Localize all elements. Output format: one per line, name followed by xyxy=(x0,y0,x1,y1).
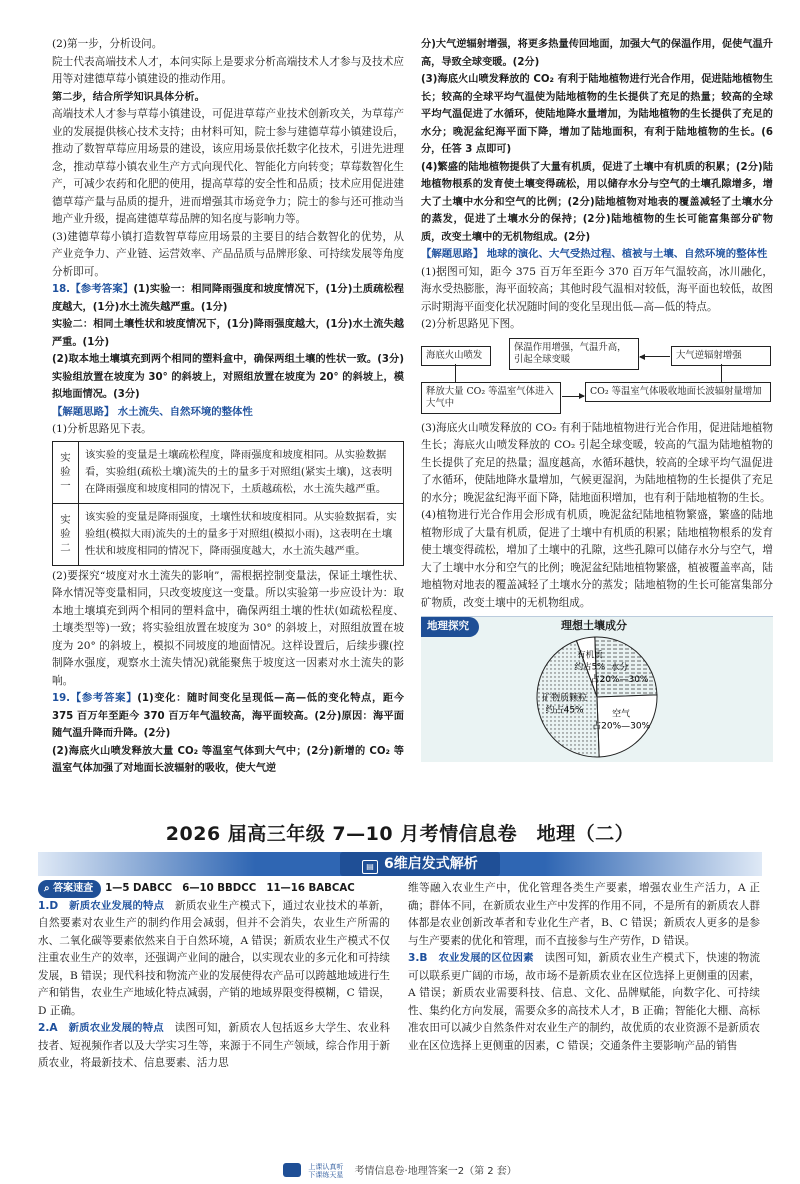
q19-think-2: (2)分析思路见下图。 xyxy=(421,318,521,330)
flow-box-volcano: 海底火山喷发 xyxy=(421,346,491,366)
quick-answers xyxy=(38,880,390,898)
q18-answer-tag: 【参考答案】 xyxy=(70,283,134,295)
flow-arrow xyxy=(562,396,584,397)
q19-answer-1: (1)变化：随时间变化呈现低—高—低的变化特点，距今 375 百万年至距今 370 百万年气温较高，海平面较高。(2分)原因：海平面随气温升降而升降。(2分) xyxy=(52,693,404,739)
left-column xyxy=(52,36,404,778)
quick-answer-text: 1—5 DABCC 6—10 BBDCC 11—16 BABCAC xyxy=(105,883,355,894)
q18-think-1: (1)分析思路见下表。 xyxy=(52,423,152,435)
exam-header-title: 2026 届高三年级 7—10 月考情信息卷 地理（二） xyxy=(165,823,635,845)
flow-arrow xyxy=(721,364,722,382)
q19-think-4: (4)植物进行光合作用会形成有机质，晚泥盆纪陆地植物繁盛，繁盛的陆地植物形成了大量有机质，促进了土壤中有机质的积累；陆地植物根系的发育使土壤变得疏松，增加了土壤中的孔隙，这些孔隙可以储存水分与空气，增大了土壤中水分和空气的比例；晚泥盆纪陆地植物繁盛，植被覆盖率高，陆地植物对地表的覆盖减轻了土壤水分的蒸发；陆地植物的生长可能富集部分矿物质，改变土壤中的无机物组成。 xyxy=(421,509,773,609)
bottom-right-column xyxy=(408,880,760,1055)
footer-slogan-2: 下课练天星 xyxy=(308,1171,344,1179)
table-row xyxy=(53,441,404,503)
q19-number: 19. xyxy=(52,693,71,704)
q19-answer-cont: 分)大气逆辐射增强，将更多热量传回地面，加强大气的保温作用，促使气温升高，导致全球变暖。(2分) xyxy=(421,39,773,68)
pie-label-mineral: 矿物质颗粒 xyxy=(542,693,588,704)
q19-answer-3: (3)海底火山喷发释放的 CO₂ 有利于陆地植物进行光合作用，促进陆地植物生长；较高的全球平均气温使为陆地植物的生长提供了充足的热量；较高的全球平均气温促进了水循环，使陆地降水量增加，为陆地植物的生长提供了充足的水分；晚泥盆纪海平面下降，增加了陆地面积，有利于陆地植物的生长。(6分，任答 3 点即可) xyxy=(421,74,773,155)
pie-label-organic: 有机质 xyxy=(577,650,603,661)
para-step1: (2)第一步，分析设问。 xyxy=(52,38,163,50)
right-column xyxy=(421,36,773,762)
q2-number: 2.A xyxy=(38,1022,58,1034)
table-row xyxy=(53,503,404,565)
soil-chart-title: 理想土壤成分 xyxy=(561,619,627,632)
q19-think-3: (3)海底火山喷发释放的 CO₂ 有利于陆地植物进行光合作用，促进陆地植物生长；海底火山喷发释放的 CO₂ 引起全球变暖，较高的气温为陆地植物的生长提供了充足的热量；温度越高，水循环越快，较高的全球平均气温促进了水循环，使陆地降水量增加，气候更湿润，为陆地植物的生长提供了充足的水分；晚泥盆纪海平面下降，陆地面积增加，也有利于陆地植物的生长。 xyxy=(421,421,773,504)
q19-think-tag: 【解题思路】 xyxy=(421,248,484,260)
table-row-label: 实验二 xyxy=(53,503,79,565)
q2-topic: 新质农业发展的特点 xyxy=(68,1022,164,1034)
book-icon: ▤ xyxy=(362,860,378,874)
q19-think-topic: 地球的演化、大气受热过程、植被与土壤、自然环境的整体性 xyxy=(486,248,768,260)
q3-topic: 农业发展的区位因素 xyxy=(438,952,534,964)
flow-arrow xyxy=(640,356,670,357)
q1-topic: 新质农业发展的特点 xyxy=(69,899,165,912)
para-step2: 第二步，结合所学知识具体分析。 xyxy=(52,91,205,103)
q3-explain xyxy=(408,950,760,1055)
q18-number: 18. xyxy=(52,284,71,295)
flow-box-co2-absorb: CO₂ 等温室气体吸收地面长波辐射量增加 xyxy=(585,382,771,402)
pie-value-air: 占20%—30% xyxy=(592,721,651,732)
q18-think-tag: 【解题思路】 xyxy=(52,405,115,418)
flow-diagram xyxy=(421,338,773,414)
q1-text: 新质农业生产模式下，通过农业技术的革新，自然要素对农业生产的制约作用会减弱，但并不会消失，农业生产所需的水、二氧化碳等要素依然来自于自然环境，A 错误；新质农业生产模式不仅注重农业生产的效率，还强调产业间的融合，以实现农业的多元化和可持续发展，B 错误；现代科技和物流产业的发展使得农产品可以跨越地域进行生产和销售，农业生产地域化特点减弱，产销的地域界限变得模糊，C 错误，D 正确。 xyxy=(38,899,391,1017)
banner-text: 6维启发式解析 xyxy=(384,856,478,872)
para-q17-3: (3)建德草莓小镇打造数智草莓应用场景的主要目的结合数智化的优势，从产业竞争力、产业链、运营效率、产品品质与品牌形象、可持续发展等角度分析即可。 xyxy=(52,230,404,278)
geo-explore-tag: 地理探究 xyxy=(421,617,479,637)
footer-slogan xyxy=(308,1163,343,1179)
q2-text: 读图可知，新质农人包括返乡大学生、农业科技者、短视频作者以及大学实习生等，来源于不同生产领域，综合作用于新质农业，将最新技术、信息要素、活力思 xyxy=(38,1022,390,1069)
bottom-left-column xyxy=(38,880,390,1073)
q2-explain xyxy=(38,1020,390,1073)
q3-text: 读图可知，新质农业生产模式下，快速的物流可以联系更广阔的市场，故市场不是新质农业在区位选择上更侧重的因素，A 错误；新质农业需要科技、信息、文化、品牌赋能，向数字化、可持续性、集约化方向发展，需要众多的高技术人才，B 正确；智能化大棚、高标准农田可以减少自然条件对农业生产的制约，故优质的农业资源不是新质农业在区位选择上更侧重的因素，C 错误；交通条件主要影响产品的销售 xyxy=(408,952,761,1052)
banner xyxy=(38,852,762,876)
q19-think xyxy=(421,246,773,264)
q1-explain xyxy=(38,898,390,1021)
q2-explain-cont: 维等融入农业生产中，优化管理各类生产要素，增强农业生产活力，A 正确；群体不同，在新质农业生产中发挥的作用不同，不是所有的新质农人群体都是农业创新改革者和专业化生产者，B、C 错误；新质农人更多的是参与生产要素的优化和管理，而不直接参与生产劳作，D 错误。 xyxy=(408,882,760,947)
para-step2-body: 高端技术人才参与草莓小镇建设，可促进草莓产业技术创新攻关，为草莓产业的发展提供核心技术支持；由材料可知，院士参与建德草莓小镇建设后，推动了数智草莓应用场景的建设，该应用场景依托数字化技术，引进先进理念，推动草莓小镇农业生产方式向现代化、智能化方向转变；草莓数智化生产，可减少农药和化肥的使用，提高草莓的安全性和品质；技术应用促进建德草莓产量与品质的提升，进而增强其市场竞争力；院士的参与还可推动当地产业升级，提高建德草莓品牌的知名度与影响力等。 xyxy=(52,108,404,225)
para-step1-body: 院士代表高端技术人才，本问实际上是要求分析高端技术人才参与及技术应用等对建德草莓小镇建设的推动作用。 xyxy=(52,55,404,85)
q19-answer-2: (2)海底火山喷发释放大量 CO₂ 等温室气体到大气中；(2分)新增的 CO₂ 等温室气体加强了对地面长波辐射的吸收，使大气逆 xyxy=(52,745,404,774)
page-footer xyxy=(0,1163,800,1181)
q3-number: 3.B xyxy=(408,952,428,964)
pie-value-organic: 约占5% xyxy=(574,662,606,673)
q19-answer-tag: 【参考答案】 xyxy=(70,692,138,704)
q18-answer-1: (1)实验一：相同降雨强度和坡度情况下，(1分)土质疏松程度越大，(1分)水土流失越严重。(1分) xyxy=(52,284,404,313)
pie-value-water: 占20%—30% xyxy=(590,674,649,685)
quick-answer-tag xyxy=(38,880,101,898)
footer-slogan-1: 上课认真听 xyxy=(308,1163,344,1171)
analysis-table xyxy=(52,441,404,566)
table-row-label: 实验一 xyxy=(53,441,79,503)
banner-label xyxy=(340,852,500,876)
table-row-text: 该实验的变量是降雨强度，土壤性状和坡度相同。从实验数据看，实验组(模拟大雨)流失的土的量多于对照组(模拟小雨)，这表明在土壤性状和坡度相同的情况下，降雨强度越大，水土流失越严重。 xyxy=(79,503,404,565)
soil-pie-chart xyxy=(421,635,773,763)
pie-value-mineral: 约占45% xyxy=(545,705,584,716)
q19-think-1: (1)据图可知，距今 375 百万年至距今 370 百万年气温较高，冰川融化，海水受热膨胀，海平面较高；其他时段气温相对较低，海平面也较低，故图示时期海平面变化状况随时间的变化呈现出低—高—低的特点。 xyxy=(421,265,773,313)
flow-arrow xyxy=(455,364,456,382)
q18-answer-2: 实验二：相同土壤性状和坡度情况下，(1分)降雨强度越大，(1分)水土流失越严重。(1分) xyxy=(52,319,404,348)
q18-think xyxy=(52,404,404,422)
flow-box-counter-radiation: 大气逆辐射增强 xyxy=(671,346,771,366)
q19-answer-4: (4)繁盛的陆地植物提供了大量有机质，促进了土壤中有机质的积累；(2分)陆地植物根系的发育使土壤变得疏松，用以储存水分与空气的土壤孔隙增多，增大了土壤中水分和空气的比例；(2分)陆地植物对地表的覆盖减轻了土壤水分的蒸发，促进了土壤水分的保持；(2分)陆地植物的生长可能富集部分矿物质，改变土壤中的无机物组成。(2分) xyxy=(421,161,773,243)
pie-label-water: 水分 xyxy=(610,662,629,673)
footer-text: 考情信息卷·地理答案一2（第 2 套） xyxy=(354,1166,517,1177)
q18-answer-3: (2)取本地土壤填充到两个相同的塑料盒中，确保两组土壤的性状一致。(3分)实验组放置在坡度为 30° 的斜坡上，对照组放置在坡度为 20° 的斜坡上，模拟地面情况。(3分) xyxy=(52,354,404,400)
q19-answer xyxy=(52,690,404,743)
search-icon: ⌕ xyxy=(44,883,54,894)
q1-number: 1.D xyxy=(38,899,59,912)
publisher-logo xyxy=(283,1163,301,1177)
q18-think-2: (2)要探究“坡度对水土流失的影响”，需根据控制变量法，保证土壤性状、降水情况等变量相同，只改变坡度这一变量。所以实验第一步应设计为：取本地土壤填充到两个相同的塑料盒中，确保两组土壤的性状(如疏松程度、土壤类型等)一致；将实验组放置在坡度为 30° 的斜坡上，对照组放置在坡度为 20° 的斜坡上，模拟不同坡度的地面情况。这样设置后，后续步骤(控制降水强度，观察水土流失情况)就能聚焦于坡度这一因素对水土流失的影响。 xyxy=(52,569,404,687)
flow-box-co2-release: 释放大量 CO₂ 等温室气体进入大气中 xyxy=(421,382,561,414)
geo-explore-panel xyxy=(421,616,773,762)
pie-label-air: 空气 xyxy=(612,709,631,720)
q18-think-topic: 水土流失、自然环境的整体性 xyxy=(117,405,253,418)
flow-box-warming: 保温作用增强，气温升高，引起全球变暖 xyxy=(509,338,639,370)
quick-answer-label: 答案速查 xyxy=(53,883,94,894)
q18-answer xyxy=(52,281,404,316)
table-row-text: 该实验的变量是土壤疏松程度，降雨强度和坡度相同。从实验数据看，实验组(疏松土壤)流失的土的量多于对照组(紧实土壤)，这表明在降雨强度和坡度相同的情况下，土质越疏松，水土流失越严重。 xyxy=(79,441,404,503)
